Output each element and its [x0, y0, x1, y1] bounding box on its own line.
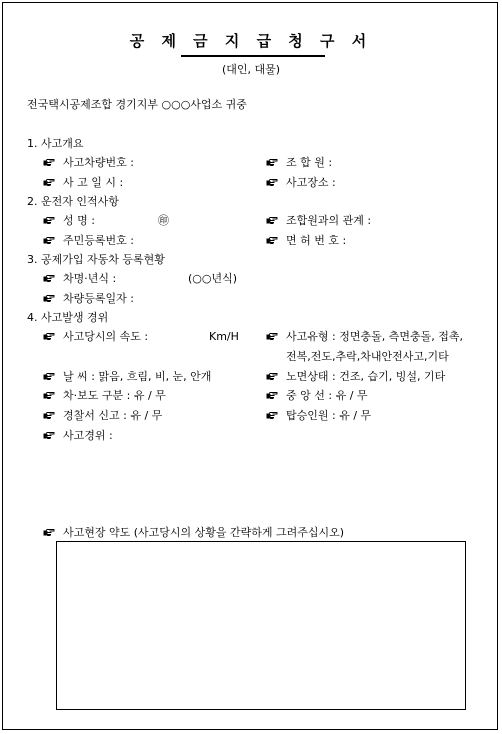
field-label: 사고현장 약도 (사고당시의 상황을 간략하게 그려주십시오)	[63, 526, 345, 539]
pointing-hand-icon	[43, 235, 55, 245]
field-label: 면 허 번 호 :	[286, 234, 347, 247]
pointing-hand-icon	[43, 273, 55, 283]
field-label: 주민등록번호 :	[63, 234, 134, 247]
field-passengers	[266, 409, 371, 423]
pointing-hand-icon	[43, 527, 55, 537]
speed-unit: Km/H	[209, 330, 239, 343]
field-label: 성 명 :	[63, 214, 95, 227]
field-label: 사고유형 : 정면충돌, 측면충돌, 접촉,	[286, 330, 463, 343]
field-label: 노면상태 : 건조, 습기, 빙설, 기타	[286, 370, 446, 383]
field-road-condition	[266, 370, 445, 384]
section-accident-circumstances: 4. 사고발생 경위	[27, 311, 109, 324]
pointing-hand-icon	[266, 157, 278, 167]
pointing-hand-icon	[43, 430, 55, 440]
field-label: 차·보도 구분 : 유 / 무	[63, 389, 166, 402]
field-circumstances	[43, 429, 113, 443]
pointing-hand-icon	[43, 410, 55, 420]
field-label: 사고차량번호 :	[63, 156, 134, 169]
field-label: 사 고 일 시 :	[63, 176, 124, 189]
pointing-hand-icon	[266, 331, 278, 341]
pointing-hand-icon	[266, 215, 278, 225]
field-label: 차명·년식 :	[63, 272, 117, 285]
field-union-member	[266, 156, 332, 170]
pointing-hand-icon	[43, 390, 55, 400]
title-underline	[181, 55, 325, 57]
field-label: 조합원과의 관계 :	[286, 214, 372, 227]
pointing-hand-icon	[266, 235, 278, 245]
field-relation	[266, 214, 371, 228]
form-subtitle: (대인, 대물)	[221, 63, 281, 76]
field-accident-place	[266, 176, 336, 190]
sketch-box[interactable]	[56, 541, 466, 710]
field-vehicle-no	[43, 156, 134, 170]
recipient-line: 전국택시공제조합 경기지부 ○○○사업소 귀중	[27, 98, 247, 111]
pointing-hand-icon	[43, 215, 55, 225]
pointing-hand-icon	[43, 177, 55, 187]
field-reg-date	[43, 292, 134, 306]
pointing-hand-icon	[43, 293, 55, 303]
field-label: 조 합 원 :	[286, 156, 333, 169]
field-weather	[43, 370, 211, 384]
field-label: 탑승인원 : 유 / 무	[286, 409, 372, 422]
field-label: 경찰서 신고 : 유 / 무	[63, 409, 163, 422]
field-accident-type	[266, 330, 463, 344]
section-accident-summary: 1. 사고개요	[27, 137, 84, 150]
seal-mark: ㊞	[158, 214, 169, 227]
field-road-type	[43, 389, 166, 403]
form-title: 공 제 금 지 급 청 구 서	[129, 32, 373, 50]
accident-type-continued: 전복,전도,추락,차내안전사고,기타	[286, 350, 449, 363]
field-license-no	[266, 234, 346, 248]
pointing-hand-icon	[266, 390, 278, 400]
pointing-hand-icon	[266, 410, 278, 420]
section-driver-info: 2. 운전자 인적사항	[27, 195, 119, 208]
field-label: 차량등록일자 :	[63, 292, 134, 305]
pointing-hand-icon	[43, 371, 55, 381]
field-label: 사고경위 :	[63, 429, 113, 442]
field-label: 중 앙 선 : 유 / 무	[286, 389, 368, 402]
pointing-hand-icon	[43, 331, 55, 341]
field-police-report	[43, 409, 162, 423]
pointing-hand-icon	[43, 157, 55, 167]
field-center-line	[266, 389, 368, 403]
field-speed	[43, 330, 148, 344]
field-model-year	[43, 272, 116, 286]
field-resident-no	[43, 234, 134, 248]
sketch-label	[43, 526, 344, 540]
section-vehicle-registration: 3. 공제가입 자동차 등록현황	[27, 253, 165, 266]
pointing-hand-icon	[266, 177, 278, 187]
model-year-note: (○○년식)	[188, 272, 238, 285]
pointing-hand-icon	[266, 371, 278, 381]
field-accident-datetime	[43, 176, 123, 190]
field-name	[43, 214, 95, 228]
field-label: 사고당시의 속도 :	[63, 330, 149, 343]
field-label: 날 씨 : 맑음, 흐림, 비, 눈, 안개	[63, 370, 212, 383]
field-label: 사고장소 :	[286, 176, 336, 189]
